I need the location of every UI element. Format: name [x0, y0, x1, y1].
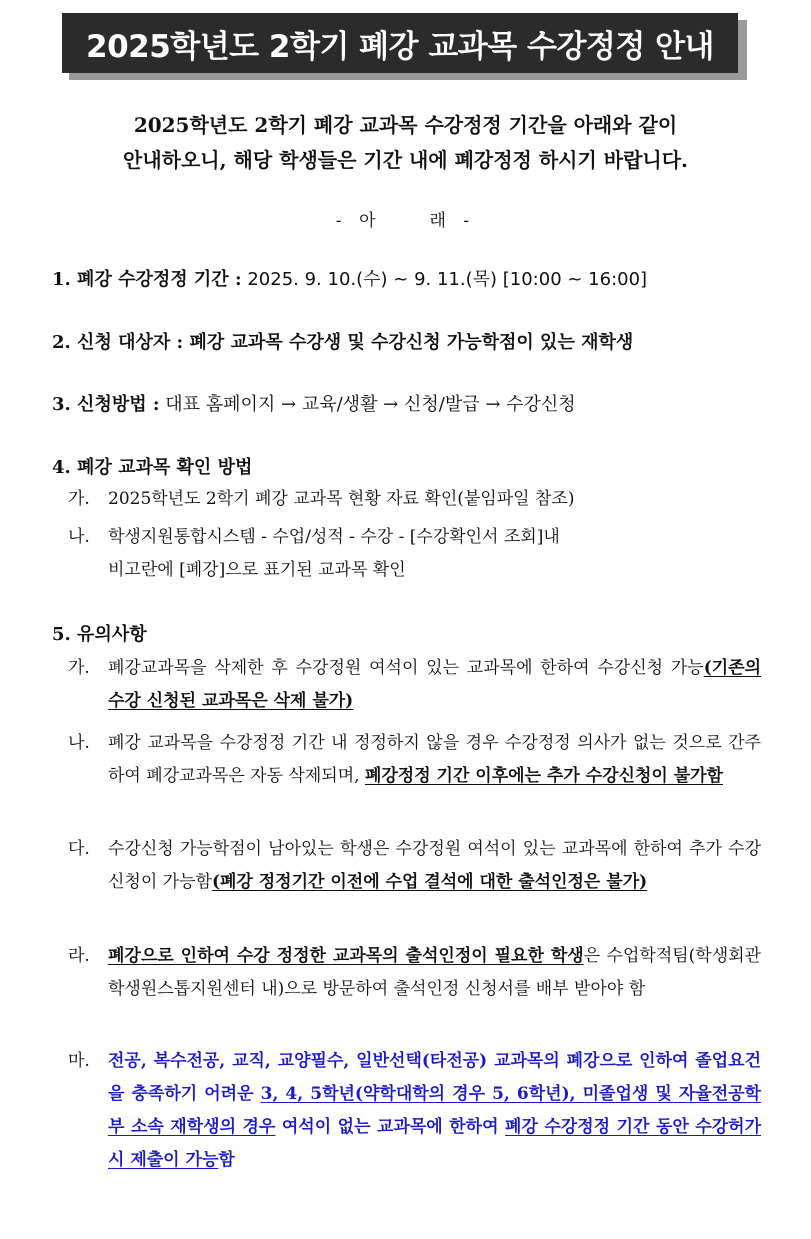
item-text: 수강신청 가능학점이 남아있는 학생은 수강정원 여석이 있는 교과목에 한하여 추가 수강 신청이 가능함: [108, 839, 761, 892]
section-2: [52, 328, 633, 354]
intro-line-2: 안내하오니, 해당 학생들은 기간 내에 폐강정정 하시기 바랍니다.: [123, 148, 688, 172]
item-emphasis-2: 폐강 수강정정 기간 동안 수강허가시 제출이 가능: [108, 1117, 761, 1170]
section-4-heading: 4. 폐강 교과목 확인 방법: [52, 457, 253, 478]
item-emphasis: (폐강 정정기간 이전에 수업 결석에 대한 출석인정은 불가): [211, 872, 648, 892]
section-2-value: 폐강 교과목 수강생 및 수강신청 가능학점이 있는 재학생: [189, 332, 634, 353]
item-marker: 라.: [68, 946, 90, 966]
arae-left: - 아: [335, 211, 382, 231]
section-5-item-e: [68, 1045, 761, 1177]
section-3-label: 3. 신청방법 :: [52, 394, 160, 415]
item-text: 은 수업학적팀(학생회관 학생원스톱지원센터 내)으로 방문하여 출석인정 신청서를 배부 받아야 함: [108, 946, 761, 999]
item-emphasis: 폐강정정 기간 이후에는 추가 수강신청이 불가함: [364, 766, 723, 786]
intro-line-1: 2025학년도 2학기 폐강 교과목 수강정정 기간을 아래와 같이: [133, 113, 678, 137]
item-emphasis: (기존의 수강 신청된 교과목은 삭제 불가): [108, 658, 761, 711]
item-text-3: 함: [218, 1150, 235, 1170]
item-marker: 나.: [68, 733, 90, 753]
item-text: 전공, 복수전공, 교직, 교양필수, 일반선택(타전공) 교과목의 폐강으로 인하여 졸업요건을 충족하기 어려운: [108, 1051, 761, 1104]
section-4-item-a: [68, 484, 768, 514]
item-marker: 마.: [68, 1051, 90, 1071]
section-3-value: 대표 홈페이지 → 교육/생활 → 신청/발급 → 수강신청: [165, 394, 576, 415]
section-5-item-c: [68, 833, 761, 899]
item-text: 폐강교과목을 삭제한 후 수강정원 여석이 있는 교과목에 한하여 수강신청 가능: [108, 658, 704, 678]
section-3: [52, 390, 576, 416]
item-text-line-2: 비고란에 [폐강]으로 표기된 교과목 확인: [108, 560, 406, 580]
title-banner: [62, 13, 738, 73]
section-5-item-d: [68, 940, 761, 1006]
section-4-item-b: [68, 522, 768, 586]
section-5-heading: 5. 유의사항: [52, 624, 147, 645]
section-5-item-a: [68, 652, 761, 718]
section-1: [52, 265, 647, 291]
item-text: 폐강 교과목을 수강정정 기간 내 정정하지 않을 경우 수강정정 의사가 없는 것으로 간주하여 폐강교과목은 자동 삭제되며,: [108, 733, 761, 786]
arae-heading: [0, 206, 811, 231]
item-text-2: 여석이 없는 교과목에 한하여: [275, 1117, 506, 1137]
item-text: 2025학년도 2학기 폐강 교과목 현황 자료 확인(붙임파일 참조): [108, 489, 575, 509]
item-text-line-1: 학생지원통합시스템 - 수업/성적 - 수강 - [수강확인서 조회]내: [108, 527, 560, 547]
item-emphasis-1: 3, 4, 5학년(약학대학의 경우 5, 6학년), 미졸업생 및 자율전공학부 소속 재학생의 경우: [108, 1084, 761, 1137]
arae-right: 래 -: [429, 211, 476, 231]
section-1-value: 2025. 9. 10.(수) ~ 9. 11.(목) [10:00 ~ 16:00]: [247, 269, 648, 290]
item-marker: 가.: [68, 489, 90, 509]
section-1-label: 1. 폐강 수강정정 기간 :: [52, 269, 242, 290]
item-marker: 가.: [68, 658, 90, 678]
page-title: 2025학년도 2학기 폐강 교과목 수강정정 안내: [86, 28, 714, 65]
section-2-label: 2. 신청 대상자 :: [52, 332, 184, 353]
section-5-item-b: [68, 727, 761, 793]
item-emphasis: 폐강으로 인하여 수강 정정한 교과목의 출석인정이 필요한 학생: [108, 946, 584, 966]
item-marker: 다.: [68, 839, 90, 859]
item-marker: 나.: [68, 527, 90, 547]
